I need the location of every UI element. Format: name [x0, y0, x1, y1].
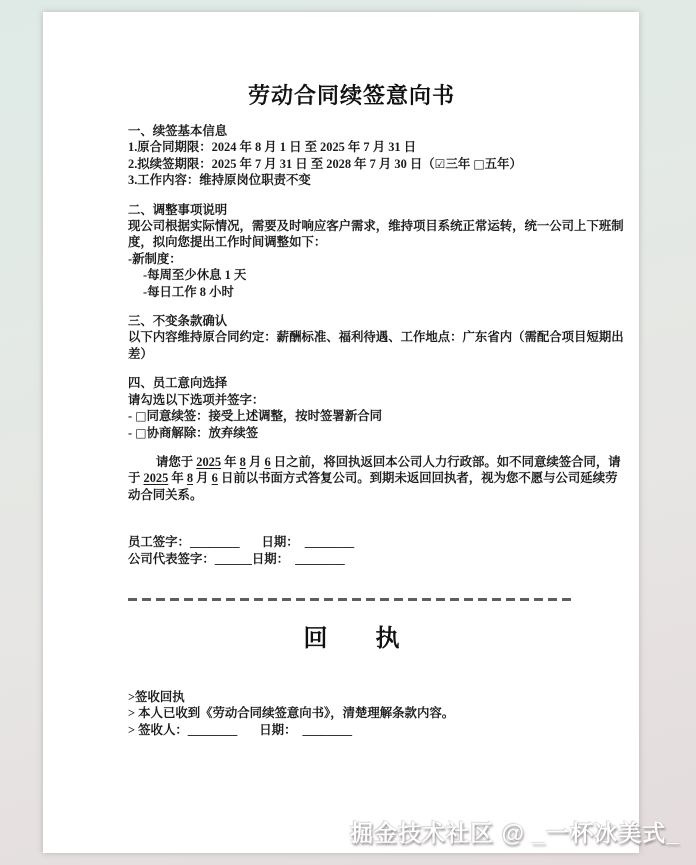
employee-signature-label: 员工签字：: [128, 535, 190, 550]
receipt-section: [128, 689, 599, 738]
adjustments-heading: 二、调整事项说明: [128, 202, 228, 217]
date-blank: ________: [295, 551, 345, 566]
option-dash: -: [128, 409, 136, 424]
notice-text: 年: [221, 454, 240, 469]
option-agree-renew: [128, 408, 599, 424]
document-title: 劳动合同续签意向书: [247, 83, 455, 108]
employee-signature-line: [128, 534, 599, 550]
unchanged-terms-line2: 差）: [128, 346, 153, 361]
company-signature-label: 公司代表签字：: [128, 551, 215, 566]
company-signature-line: [128, 551, 599, 567]
notice-text: 于: [128, 471, 144, 486]
adjustments-paragraph-line1: 现公司根据实际情况，需要及时响应客户需求，维持项目系统正常运转，统一公司上下班制: [128, 219, 624, 234]
new-rule-label: -新制度：: [128, 251, 182, 266]
receipt-line-confirm: > 本人已收到《劳动合同续签意向书》，清楚理解条款内容。: [128, 706, 455, 721]
section-employee-intent: [128, 375, 599, 441]
checkbox-unchecked-icon: □: [135, 409, 147, 424]
option-negotiate-terminate: [128, 425, 599, 441]
checkbox-unchecked-icon: □: [135, 425, 147, 440]
intent-lead-line: 请勾选以下选项并签字：: [128, 392, 265, 407]
watermark-text: 掘金技术社区 @ _一杯冰美式_: [350, 820, 680, 846]
date-label: 日期：: [259, 722, 297, 737]
renewal-term-line: [128, 156, 599, 172]
notice-text: 请您于: [156, 454, 197, 469]
adjustments-paragraph-line2: 度，拟向您提出工作时间调整如下：: [128, 235, 327, 250]
date-blank: ________: [302, 722, 353, 737]
notice-text: 日前以书面方式答复公司。到期未返回回执者，视为您不愿与公司延续劳: [217, 471, 618, 486]
receipt-signer-line: [128, 722, 599, 738]
receipt-signer-label: > 签收人：: [128, 722, 188, 737]
receipt-line-ack: >签收回执: [128, 689, 185, 704]
deadline-year: 2025: [196, 454, 222, 469]
notice-text: 日之前，将回执返回本公司人力行政部。如不同意续签合同，请: [270, 454, 621, 469]
return-notice-paragraph: [128, 454, 621, 503]
date-label: 日期：: [251, 551, 290, 566]
dashed-divider: [128, 598, 575, 601]
option-dash: -: [128, 425, 136, 440]
section-unchanged-terms: [128, 313, 624, 362]
unchanged-terms-heading: 三、不变条款确认: [128, 314, 228, 329]
option-terminate-text: 协商解除：放弃续签: [146, 425, 259, 440]
deadline-day: 6: [264, 454, 271, 469]
new-rule-item-work-hours: -每日工作 8 小时: [143, 284, 234, 299]
receipt-title: 回 执: [303, 624, 400, 652]
term-five-years-label: 五年）: [484, 156, 522, 171]
renewal-term-text: 2.拟续签期限：2025 年 7 月 31 日 至 2028 年 7 月 30 日（: [128, 156, 435, 171]
section-adjustments: [128, 202, 624, 300]
date-blank: ________: [304, 535, 355, 550]
signature-blank: ________: [189, 535, 240, 550]
notice-line3: 动合同关系。: [128, 487, 203, 502]
original-contract-term-line: 1.原合同期限：2024 年 8 月 1 日 至 2025 年 7 月 31 日: [128, 140, 417, 155]
signature-blank: ________: [187, 722, 238, 737]
work-content-line: 3.工作内容：维持原岗位职责不变: [128, 173, 311, 188]
section-basic-info: [128, 123, 599, 189]
notice-line1: [128, 454, 621, 470]
signature-blank: ______: [214, 551, 252, 566]
checkbox-unchecked-icon: □: [473, 156, 485, 171]
deadline-month: 8: [186, 471, 194, 486]
date-label: 日期：: [261, 535, 299, 550]
basic-info-heading: 一、续签基本信息: [128, 124, 228, 138]
notice-text: 月: [193, 471, 212, 486]
new-rule-item-rest-day: -每周至少休息 1 天: [143, 268, 247, 283]
document-page: [43, 12, 639, 853]
deadline-year: 2025: [143, 471, 169, 486]
option-agree-text: 同意续签：接受上述调整，按时签署新合同: [146, 409, 382, 424]
unchanged-terms-line1: 以下内容维持原合同约定：薪酬标准、福利待遇、工作地点：广东省内（需配合项目短期出: [128, 330, 624, 345]
notice-line2: [128, 470, 618, 486]
signature-block: [128, 534, 599, 567]
checkbox-checked-icon: ☑: [434, 156, 446, 171]
notice-text: 年: [168, 471, 187, 486]
employee-intent-heading: 四、员工意向选择: [128, 376, 228, 391]
deadline-day: 6: [211, 471, 218, 486]
deadline-month: 8: [239, 454, 246, 469]
term-three-years-label: 三年: [445, 156, 474, 171]
notice-text: 月: [245, 454, 265, 469]
